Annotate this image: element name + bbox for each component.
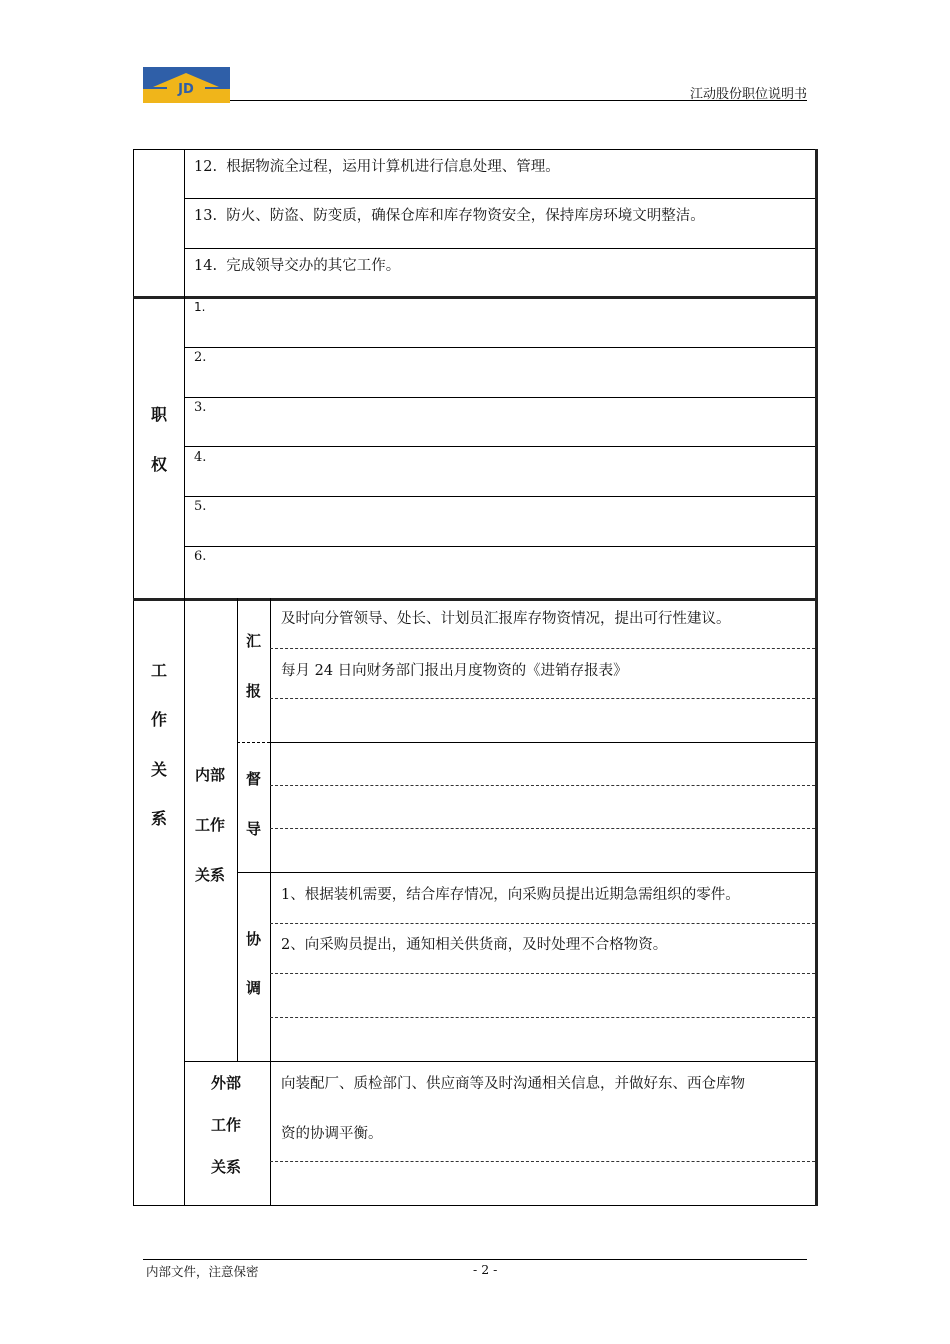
report-line: 每月 24 日向财务部门报出月度物资的《进销存报表》 [281, 663, 628, 679]
coordinate-label: 协 [246, 930, 262, 948]
supervise-label: 督 [246, 770, 262, 788]
logo-text: JD [167, 81, 205, 99]
internal-relations-label: 工作 [195, 816, 226, 834]
duty-item: 12. 根据物流全过程，运用计算机进行信息处理、管理。 [194, 159, 560, 175]
duty-item: 13. 防火、防盗、防变质，确保仓库和库存物资安全，保持库房环境文明整洁。 [194, 208, 705, 224]
relations-label-char: 工 [151, 661, 168, 680]
header-rule [230, 100, 807, 101]
coordinate-line: 2、向采购员提出，通知相关供货商，及时处理不合格物资。 [281, 937, 668, 953]
authority-item: 1. [194, 300, 206, 314]
relations-label-char: 作 [151, 710, 168, 729]
relations-label-char: 关 [151, 760, 168, 779]
external-relations-label: 外部 [211, 1074, 242, 1092]
duty-item: 14. 完成领导交办的其它工作。 [194, 258, 401, 274]
company-logo [143, 67, 230, 103]
coordinate-label: 调 [246, 979, 262, 997]
document-header-title: 江动股份职位说明书 [689, 87, 807, 102]
internal-relations-label: 关系 [195, 866, 226, 884]
report-line: 及时向分管领导、处长、计划员汇报库存物资情况，提出可行性建议。 [281, 611, 731, 627]
authority-item: 6. [194, 549, 207, 564]
external-relations-label: 工作 [211, 1116, 242, 1134]
footer-rule [143, 1259, 807, 1260]
internal-relations-label: 内部 [195, 766, 226, 784]
authority-label-2: 权 [151, 455, 168, 474]
relations-label-char: 系 [151, 809, 168, 828]
report-label: 汇 [246, 632, 262, 650]
external-line: 资的协调平衡。 [281, 1126, 383, 1142]
page-number: - 2 - [473, 1262, 498, 1277]
authority-item: 2. [194, 350, 207, 365]
supervise-label: 导 [246, 820, 262, 838]
confidential-notice: 内部文件，注意保密 [146, 1264, 259, 1279]
external-relations-label: 关系 [211, 1158, 242, 1176]
authority-label-1: 职 [151, 405, 168, 424]
authority-item: 4. [194, 450, 207, 465]
authority-item: 5. [194, 499, 207, 514]
report-label: 报 [246, 682, 262, 700]
external-line: 向装配厂、质检部门、供应商等及时沟通相关信息，并做好东、西仓库物 [281, 1076, 745, 1092]
coordinate-line: 1、根据装机需要，结合库存情况，向采购员提出近期急需组织的零件。 [281, 887, 740, 903]
authority-item: 3. [194, 400, 207, 415]
